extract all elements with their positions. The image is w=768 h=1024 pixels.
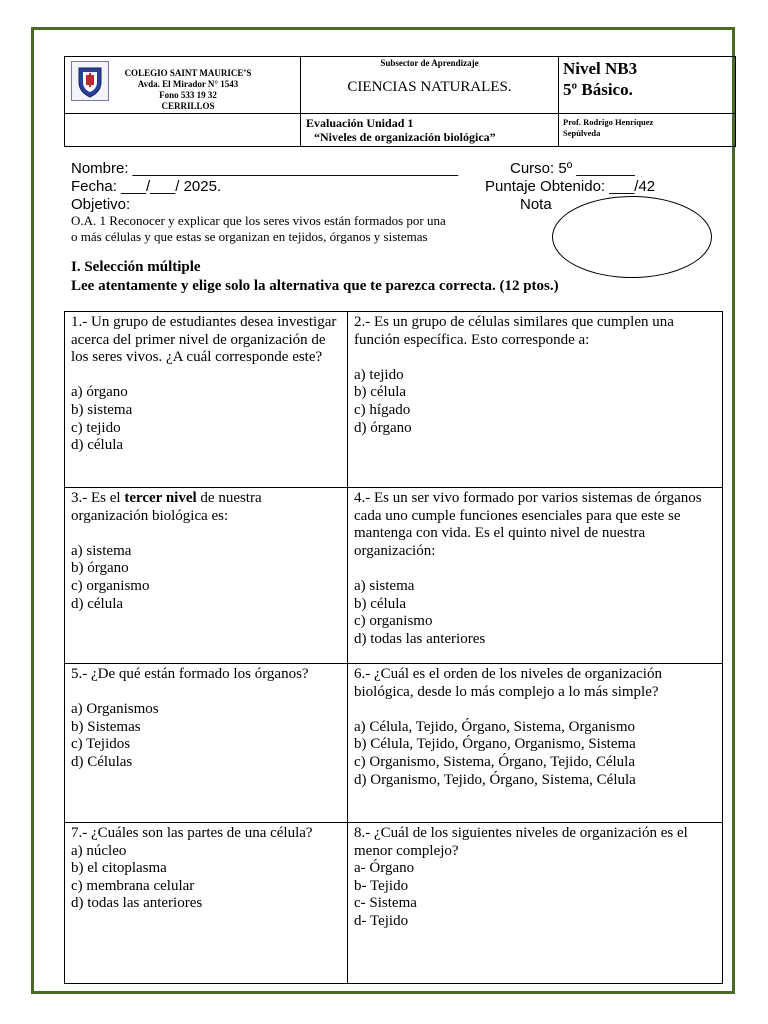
school-phone: Fono 533 19 32 <box>159 90 217 100</box>
question-2-stem: 2.- Es un grupo de células similares que cumplen una función específica. Esto corresponde a: <box>354 314 674 348</box>
questions-table <box>64 311 723 984</box>
question-3-stem <box>71 490 341 525</box>
school-info <box>108 68 268 112</box>
question-3-stem-pre: 3.- Es el <box>71 490 125 506</box>
objective-label: Objetivo: <box>71 196 131 213</box>
question-2-option-c[interactable]: c) hígado <box>354 401 411 418</box>
teacher-line-1: Prof. Rodrigo Henríquez <box>563 117 654 127</box>
question-3-option-c[interactable]: c) organismo <box>71 577 150 594</box>
question-3-stem-bold: tercer nivel <box>124 490 197 506</box>
date-field[interactable]: Fecha: ___/___/ 2025. <box>71 178 222 195</box>
question-1-stem: 1.- Un grupo de estudiantes desea investigar acerca del primer nivel de organización de los seres vivos. ¿A cuál corresponde este? <box>71 314 337 366</box>
question-1-option-c[interactable]: c) tejido <box>71 419 121 436</box>
evaluation-cell <box>301 114 559 147</box>
unit-title: “Niveles de organización biológica” <box>314 130 496 144</box>
teacher-line-2: Sepúlveda <box>563 128 601 138</box>
question-6-option-d[interactable]: d) Organismo, Tejido, Órgano, Sistema, Célula <box>354 771 636 788</box>
question-2 <box>348 312 723 488</box>
objective-line-1: O.A. 1 Reconocer y explicar que los seres vivos están formados por una <box>71 213 446 228</box>
question-1 <box>65 312 348 488</box>
question-3-stem-post: de nuestra organización biológica es: <box>71 490 262 524</box>
question-6 <box>348 664 723 823</box>
question-7-option-d[interactable]: d) todas las anteriores <box>71 895 203 912</box>
grade-oval[interactable] <box>552 196 712 278</box>
grade-label: 5º Básico. <box>563 80 633 99</box>
question-8-option-b[interactable]: b- Tejido <box>354 877 409 894</box>
question-4-stem: 4.- Es un ser vivo formado por varios sistemas de órganos cada uno cumple funciones esenciales para que este se mantenga con vida. Es el quinto nivel de nuestra organización: <box>354 490 702 559</box>
question-3-option-d[interactable]: d) célula <box>71 595 124 612</box>
question-7-stem: 7.- ¿Cuáles son las partes de una célula? <box>71 825 313 841</box>
question-4-option-a[interactable]: a) sistema <box>354 577 415 594</box>
score-field[interactable]: Puntaje Obtenido: ___/42 <box>485 178 656 195</box>
teacher-cell <box>559 114 736 147</box>
subsector-label: Subsector de Aprendizaje <box>380 58 479 68</box>
school-address: Avda. El Mirador N° 1543 <box>137 79 239 89</box>
question-7 <box>65 823 348 984</box>
subject-cell <box>301 57 559 114</box>
question-1-option-b[interactable]: b) sistema <box>71 401 133 418</box>
question-2-option-b[interactable]: b) célula <box>354 384 407 401</box>
question-3-option-b[interactable]: b) órgano <box>71 560 129 577</box>
question-5-option-c[interactable]: c) Tejidos <box>71 736 131 753</box>
school-city: CERRILLOS <box>161 101 215 111</box>
question-8-option-d[interactable]: d- Tejido <box>354 912 409 929</box>
question-4-option-b[interactable]: b) célula <box>354 595 407 612</box>
question-7-option-a[interactable]: a) núcleo <box>71 842 127 859</box>
grade-label-nota: Nota <box>520 196 552 213</box>
question-8 <box>348 823 723 984</box>
course-field[interactable]: Curso: 5º _______ <box>510 160 635 177</box>
level-label: Nivel NB3 <box>563 59 638 78</box>
question-5 <box>65 664 348 823</box>
question-8-option-a[interactable]: a- Órgano <box>354 860 415 877</box>
question-2-option-d[interactable]: d) órgano <box>354 419 412 436</box>
question-1-option-d[interactable]: d) célula <box>71 437 124 454</box>
question-6-option-a[interactable]: a) Célula, Tejido, Órgano, Sistema, Organismo <box>354 718 635 735</box>
question-4 <box>348 488 723 664</box>
question-5-option-b[interactable]: b) Sistemas <box>71 718 141 735</box>
question-5-option-a[interactable]: a) Organismos <box>71 701 159 718</box>
objective-line-2: o más células y que estas se organizan en tejidos, órganos y sistemas <box>71 229 428 244</box>
question-6-stem: 6.- ¿Cuál es el orden de los niveles de organización biológica, desde lo más complejo a lo más simple? <box>354 666 662 700</box>
question-6-option-c[interactable]: c) Organismo, Sistema, Órgano, Tejido, Célula <box>354 753 635 770</box>
question-7-option-b[interactable]: b) el citoplasma <box>71 860 167 877</box>
name-field[interactable]: Nombre: _______________________________________ <box>71 160 459 177</box>
question-6-option-b[interactable]: b) Célula, Tejido, Órgano, Organismo, Sistema <box>354 736 636 753</box>
question-1-option-a[interactable]: a) órgano <box>71 384 128 401</box>
section-instructions: Lee atentamente y elige solo la alternativa que te parezca correcta. (12 ptos.) <box>71 278 559 294</box>
question-4-option-c[interactable]: c) organismo <box>354 613 433 630</box>
school-name: COLEGIO SAINT MAURICE’S <box>124 68 252 78</box>
empty-cell <box>65 114 301 147</box>
level-cell <box>559 57 736 114</box>
question-8-stem: 8.- ¿Cuál de los siguientes niveles de organización es el menor complejo? <box>354 825 688 859</box>
section-title: I. Selección múltiple <box>71 259 201 275</box>
question-7-option-c[interactable]: c) membrana celular <box>71 877 195 894</box>
subject-title: CIENCIAS NATURALES. <box>347 79 512 95</box>
school-logo <box>71 61 109 101</box>
question-8-option-c[interactable]: c- Sistema <box>354 895 417 912</box>
evaluation-title: Evaluación Unidad 1 <box>306 116 414 130</box>
question-2-option-a[interactable]: a) tejido <box>354 366 404 383</box>
question-3-option-a[interactable]: a) sistema <box>71 542 132 559</box>
question-3 <box>65 488 348 664</box>
question-5-option-d[interactable]: d) Células <box>71 753 133 770</box>
question-5-stem: 5.- ¿De qué están formado los órganos? <box>71 666 309 682</box>
question-4-option-d[interactable]: d) todas las anteriores <box>354 630 486 647</box>
